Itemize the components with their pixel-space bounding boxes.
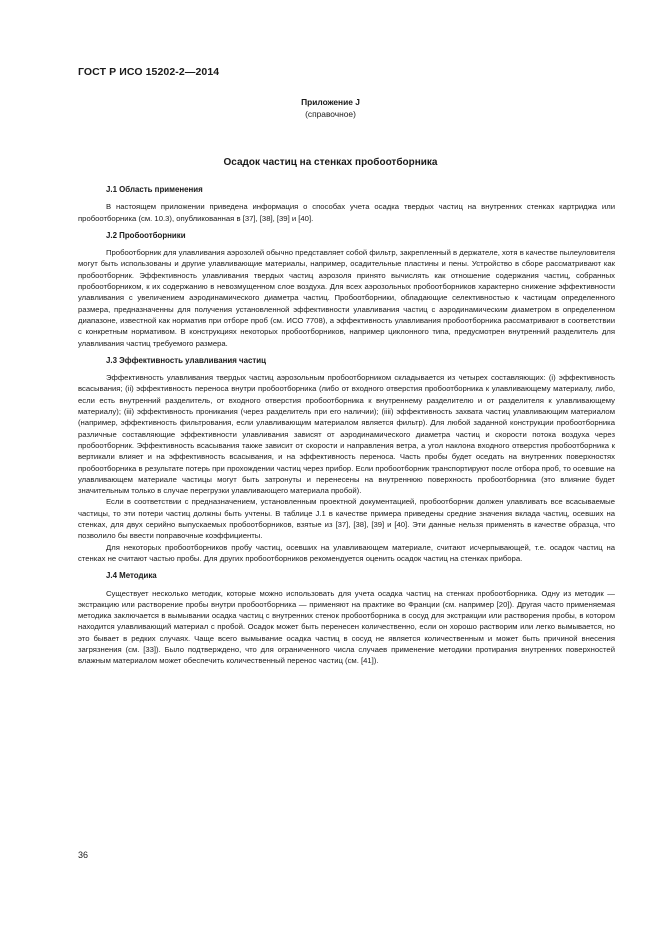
paragraph: Существует несколько методик, которые можно использовать для учета осадка частиц на стенках пробоотборника. Одну из методик — экстракцию или растворение пробы внутри пробоотборника — применяют на практике во Франции (см. например [20]). Другая часто применяемая методика заключается в вымывании осадка частиц с внутренних стенок пробоотборника в сосуд для экстракции или растворения пробы, в котором находится улавливающий материал с пробой. Осадок может быть перенесен количественно, если он хорошо растворим или легко вымывается, но это бывает в редких случаях. Чаще всего вымывание осадка частиц в сосуд не является количественным и может быть причиной внесения загрязнения (см. [33]). Было подтверждено, что для ограниченного числа случаев применение методики протирания внутренних поверхностей влажным материалом может обеспечить количественный перенос частиц (см. [41]). [78, 588, 615, 666]
paragraph: В настоящем приложении приведена информация о способах учета осадка твердых частиц на внутренних стенках картриджа или пробоотборника (см. 10.3), опубликованная в [37], [38], [39] и [40]. [78, 202, 615, 223]
section-heading-j3: J.3 Эффективность улавливания частиц [106, 355, 266, 365]
section-heading-j1: J.1 Область применения [106, 185, 203, 194]
annex-title: Приложение J [301, 97, 360, 107]
annex-status: (справочное) [305, 109, 356, 119]
page-number: 36 [78, 850, 89, 860]
paragraph: Пробоотборник для улавливания аэрозолей обычно представляет собой фильтр, закрепленный в держателе, хотя в качестве пылеуловителя могут быть использованы и другие улавливающие материалы, например, осадительные пластины и пены. Устройство в сборе рассматривают как пробоотборник. Эффективность улавливания твердых частиц аэрозоля принято вычислять как отношение содержания частиц, собранных пробоотборником, к их содержанию в невозмущенном слое воздуха. Для всех аэрозольных пробоотборников характерно снижение эффективности улавливания с увеличением аэродинамического диаметра частиц. Пробоотборники, обладающие селективностью к частицам определенного размера, предназначенны для получения установленной эффективности улавливания частиц с аэродинамическим диаметром в определенном диапазоне, известной как норматив при отборе проб (см. ИСО 7708), а эффективность улавливания пробоотборника рассматривают в соответствии с конкретным нормативом. В конструкциях некоторых пробоотборников, например циклонного типа, предусмотрен внутренний разделитель для улавливания частиц требуемого размера. [78, 248, 615, 348]
section-heading-j4: J.4 Методика [106, 571, 157, 581]
paragraph: Эффективность улавливания твердых частиц аэрозольным пробоотборником складывается из четырех составляющих: (i) эффективность всасывания; (ii) эффективность переноса внутри пробоотборника (либо от входного отверстия пробоотборника к улавливающему материалу, либо, если есть внутренний разделитель, от входного отверстия пробоотборника к внутреннему разделителю и от разделителя к улавливающему материалу); (iii) эффективность проникания (через разделитель при его наличии); (iiii) эффективность захвата частиц улавливающим материалом (например, эффективность фильтрования, если улавливающим материалом является фильтр). Для любой заданной конструкции пробоотборника различные составляющие эффективности улавливания зависят от аэродинамического диаметра частиц и скорости потока воздуха через пробоотборник. Эффективность всасывания также зависит от скорости и направления ветра, а угол наклона входного отверстия пробоотборника к вертикали влияет и на эффективность всасывания, и на эффективность переноса. Часть пробы будет оседать на внутренних поверхностях пробоотборника в результате потерь при прохождении частиц через прибор. Если пробоотборник транспортируют после отбора проб, то осевшие на улавливающем материале частицы могут быть затронуты и перенесены на внутреннюю поверхность пробоотборника (это влияние будет значительным только в случае перегрузки улавливающего материала пробой). [78, 373, 615, 496]
document-body [78, 184, 615, 667]
paragraph: Если в соответствии с предназначением, установленным проектной документацией, пробоотборник должен улавливать все всасываемые частицы, то эти потери частиц должны быть учтены. В таблице J.1 в качестве примера приведены средние значения вклада частиц, осевших на стенках, для двух серийно выпускаемых пробоотборников, взятые из [37], [38], [39] и [40]. Эти данные нельзя применять в качестве образца, что позволило бы ввести поправочные коэффициенты. [78, 497, 615, 541]
section-heading-j2: J.2 Пробоотборники [106, 230, 186, 240]
annex-block [0, 96, 661, 120]
paragraph: Для некоторых пробоотборников пробу частиц, осевших на улавливающем материале, считают исчерпывающей, т.е. осадок частиц на стенках не считают частью пробы. Для других пробоотборников рекомендуется оценить осадок частиц на стенках прибора. [78, 542, 615, 563]
page-title: Осадок частиц на стенках пробоотборника [223, 157, 438, 168]
standard-header: ГОСТ Р ИСО 15202-2—2014 [78, 66, 220, 78]
